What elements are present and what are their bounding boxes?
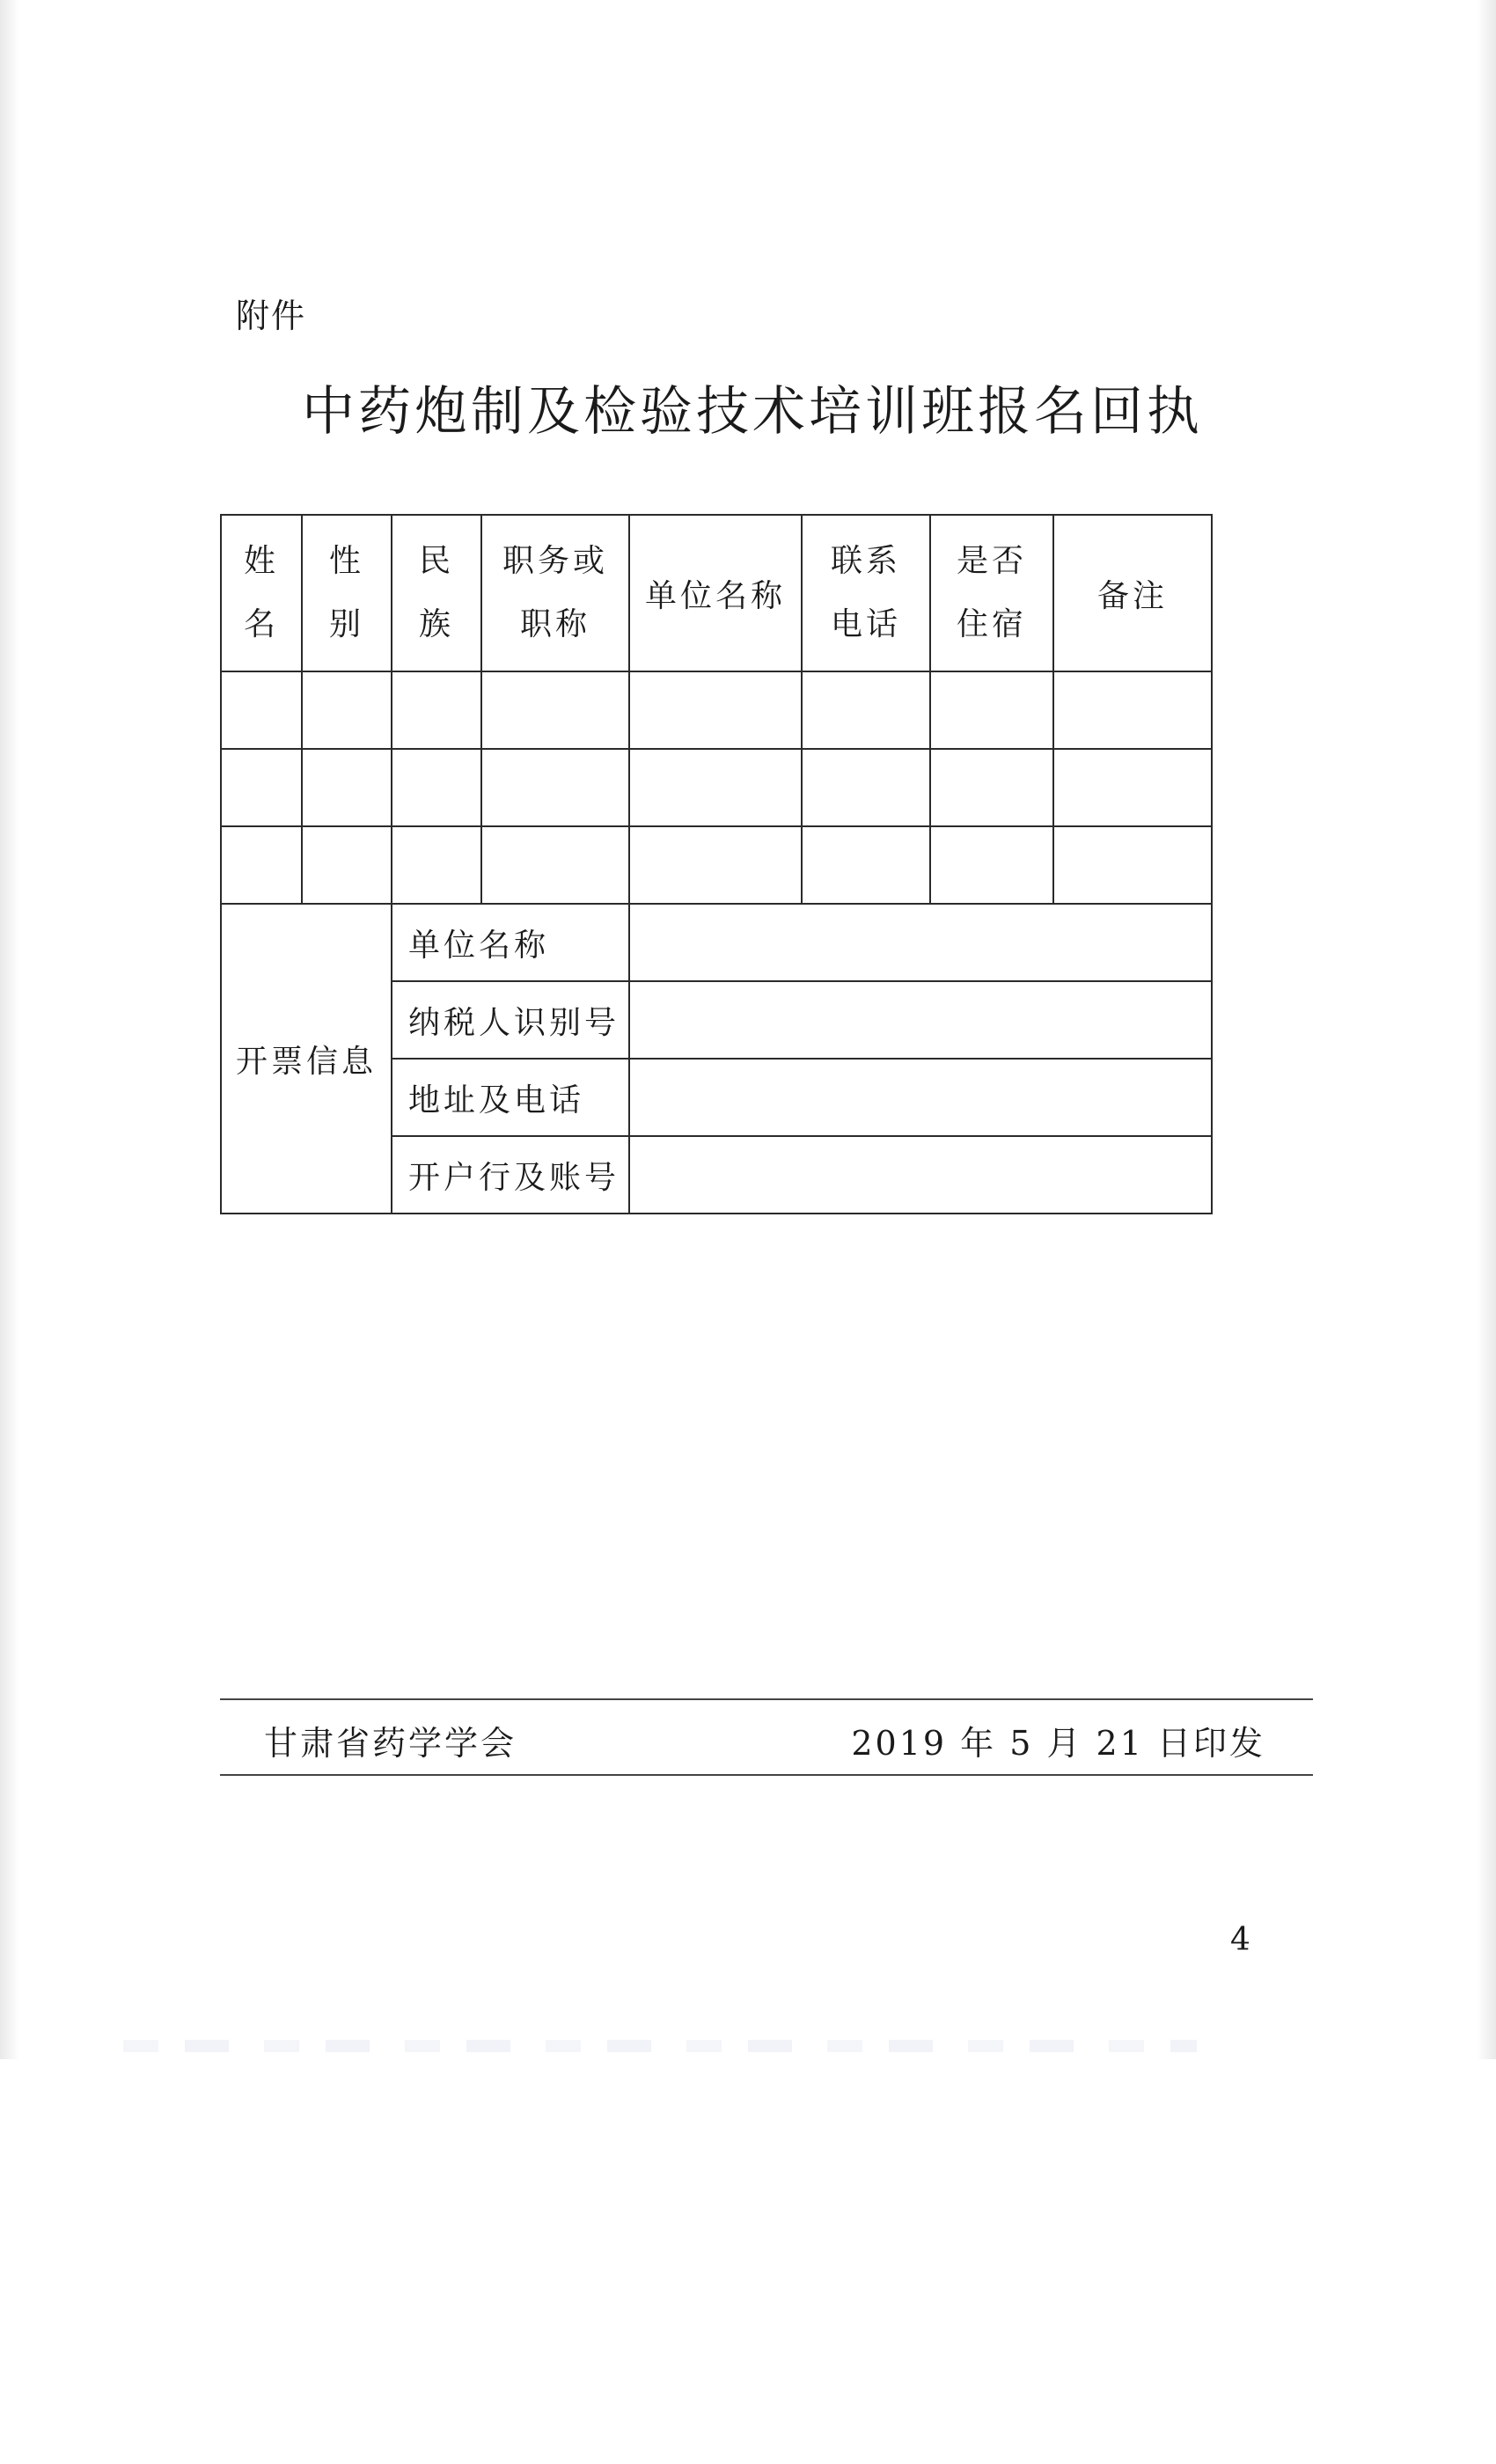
table-cell[interactable] <box>802 749 930 826</box>
invoice-row <box>221 904 1212 981</box>
page-title: 中药炮制及检验技术培训班报名回执 <box>302 381 1203 443</box>
scan-edge-left <box>0 0 19 2059</box>
invoice-field-value[interactable] <box>629 1136 1212 1214</box>
table-cell[interactable] <box>930 671 1053 749</box>
table-cell[interactable] <box>302 671 392 749</box>
invoice-field-label: 纳税人识别号 <box>392 981 629 1059</box>
table-row <box>221 826 1212 904</box>
table-cell[interactable] <box>1053 671 1212 749</box>
header-gender: 性 别 <box>302 515 392 671</box>
table-cell[interactable] <box>802 671 930 749</box>
table-row <box>221 671 1212 749</box>
invoice-info-label: 开票信息 <box>221 904 392 1214</box>
header-position: 职务或 职称 <box>481 515 629 671</box>
header-row <box>221 515 1212 671</box>
table-cell[interactable] <box>392 671 481 749</box>
table-cell[interactable] <box>481 826 629 904</box>
scan-artifact <box>123 2040 1197 2052</box>
header-name: 姓 名 <box>221 515 302 671</box>
table-cell[interactable] <box>221 671 302 749</box>
registration-table <box>220 514 1213 1214</box>
invoice-field-label: 开户行及账号 <box>392 1136 629 1214</box>
table-row <box>221 749 1212 826</box>
table-cell[interactable] <box>930 749 1053 826</box>
table-cell[interactable] <box>629 671 802 749</box>
table-cell[interactable] <box>302 749 392 826</box>
header-remarks: 备注 <box>1053 515 1212 671</box>
header-ethnicity: 民 族 <box>392 515 481 671</box>
invoice-field-value[interactable] <box>629 1059 1212 1136</box>
header-phone: 联系 电话 <box>802 515 930 671</box>
invoice-field-label: 地址及电话 <box>392 1059 629 1136</box>
table-cell[interactable] <box>1053 826 1212 904</box>
attachment-label: 附件 <box>236 297 307 335</box>
issuing-organization: 甘肃省药学学会 <box>264 1724 517 1763</box>
table-cell[interactable] <box>221 749 302 826</box>
table-cell[interactable] <box>930 826 1053 904</box>
footer-divider-top <box>220 1698 1313 1700</box>
table-cell[interactable] <box>392 749 481 826</box>
table-cell[interactable] <box>302 826 392 904</box>
footer-divider-bottom <box>220 1774 1313 1776</box>
invoice-field-value[interactable] <box>629 904 1212 981</box>
scan-edge-right <box>1477 0 1496 2059</box>
table-cell[interactable] <box>221 826 302 904</box>
header-organization: 单位名称 <box>629 515 802 671</box>
table-cell[interactable] <box>1053 749 1212 826</box>
table-cell[interactable] <box>481 749 629 826</box>
invoice-field-value[interactable] <box>629 981 1212 1059</box>
page-number: 4 <box>1230 1922 1250 1958</box>
invoice-field-label: 单位名称 <box>392 904 629 981</box>
table-cell[interactable] <box>802 826 930 904</box>
table-cell[interactable] <box>481 671 629 749</box>
table-cell[interactable] <box>392 826 481 904</box>
issue-date: 2019 年 5 月 21 日印发 <box>851 1724 1265 1763</box>
table-cell[interactable] <box>629 749 802 826</box>
header-lodging: 是否 住宿 <box>930 515 1053 671</box>
table-cell[interactable] <box>629 826 802 904</box>
